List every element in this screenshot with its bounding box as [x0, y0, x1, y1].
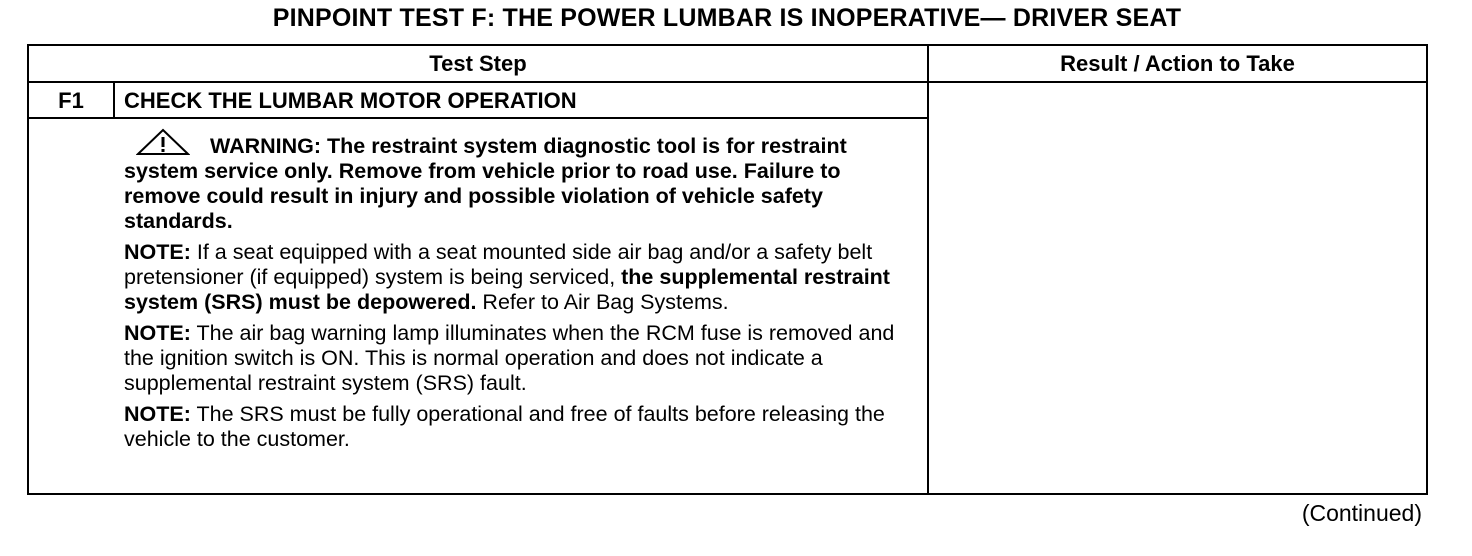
test-step-header: Test Step	[429, 51, 527, 76]
note-bold-text: the supplemental restraint system (SRS) must be depowered.	[124, 265, 890, 314]
note-tail-text: Refer to Air Bag Systems.	[476, 290, 729, 314]
warning-triangle-icon	[136, 128, 190, 156]
step-id: F1	[58, 88, 84, 113]
note-label: NOTE:	[124, 321, 191, 345]
note-2	[124, 321, 914, 396]
step-id-divider	[113, 83, 115, 118]
note-text: The SRS must be fully operational and free of faults before releasing the vehicle to the customer.	[124, 402, 885, 451]
note-label: NOTE:	[124, 402, 191, 426]
note-label: NOTE:	[124, 240, 191, 264]
note-text: If a seat equipped with a seat mounted side air bag and/or a safety belt pretensioner (if equipped) system is being serviced,	[124, 240, 873, 289]
warning-block	[124, 128, 914, 234]
note-text: The air bag warning lamp illuminates when the RCM fuse is removed and the ignition switch is ON. This is normal operation and does not indicate a supplemental restraint system (SRS) fault.	[124, 321, 895, 395]
result-action-header: Result / Action to Take	[1060, 51, 1295, 76]
note-3	[124, 402, 914, 452]
column-divider	[927, 46, 929, 493]
step-body	[124, 128, 914, 458]
warning-text: WARNING: The restraint system diagnostic tool is for restraint system service only. Remove from vehicle prior to road use. Failure to remove could result in injury and possible violation of vehicle safety standards.	[124, 134, 847, 233]
step-title: CHECK THE LUMBAR MOTOR OPERATION	[124, 88, 577, 113]
page-title: PINPOINT TEST F: THE POWER LUMBAR IS INOPERATIVE— DRIVER SEAT	[272, 4, 1182, 32]
pinpoint-test-table	[27, 44, 1428, 495]
continued-label: (Continued)	[1301, 500, 1422, 526]
note-1	[124, 240, 914, 315]
